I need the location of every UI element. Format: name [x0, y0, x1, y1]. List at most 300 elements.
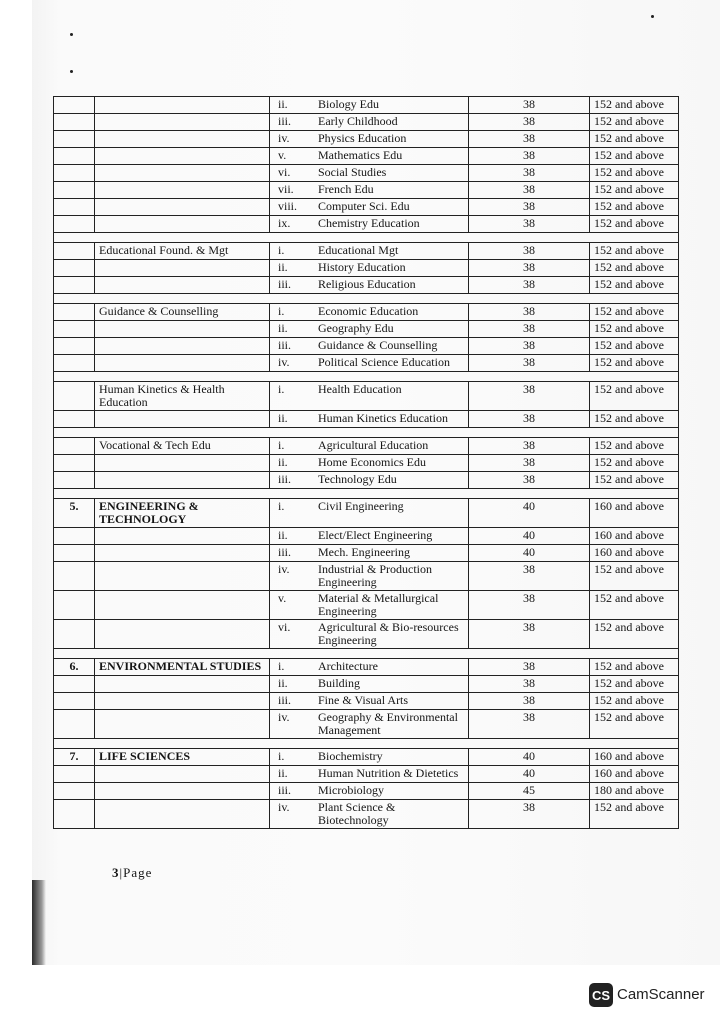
department-cell	[95, 131, 270, 148]
minimum-score-cell: 38	[469, 382, 590, 411]
course-entry	[274, 592, 464, 618]
course-name: Home Economics Edu	[318, 455, 426, 469]
course-cell	[270, 114, 469, 131]
table-row	[54, 114, 679, 131]
aggregate-score-cell: 152 and above	[590, 216, 679, 233]
department-cell	[95, 472, 270, 489]
course-name: Computer Sci. Edu	[318, 199, 410, 213]
course-name: Mathematics Edu	[318, 148, 403, 162]
course-entry	[274, 546, 464, 559]
course-name: Geography Edu	[318, 321, 394, 335]
course-name: Human Kinetics Education	[318, 411, 448, 425]
course-name: Biochemistry	[318, 749, 383, 763]
separator-cell	[54, 489, 679, 499]
course-roman-numeral: viii.	[278, 199, 298, 213]
course-entry	[274, 473, 464, 486]
course-entry	[274, 278, 464, 291]
aggregate-score-cell: 180 and above	[590, 783, 679, 800]
department-cell	[95, 591, 270, 620]
minimum-score-cell: 38	[469, 131, 590, 148]
faculty-number-cell: 6.	[54, 659, 95, 676]
table-row	[54, 620, 679, 649]
course-entry	[274, 439, 464, 452]
course-name: Guidance & Counselling	[318, 338, 438, 352]
faculty-number-cell	[54, 693, 95, 710]
course-name: Agricultural Education	[318, 438, 429, 452]
course-cell	[270, 165, 469, 182]
course-roman-numeral: ix.	[278, 216, 291, 230]
minimum-score-cell: 38	[469, 472, 590, 489]
table-row	[54, 499, 679, 528]
scan-speck	[70, 70, 73, 73]
faculty-number-cell: 7.	[54, 749, 95, 766]
course-name: Geography & Environmental Management	[318, 710, 458, 737]
minimum-score-cell: 38	[469, 216, 590, 233]
course-cell	[270, 216, 469, 233]
aggregate-score-cell: 152 and above	[590, 260, 679, 277]
separator-cell	[54, 739, 679, 749]
department-cell	[95, 693, 270, 710]
course-entry	[274, 115, 464, 128]
course-name: Industrial & Production Engineering	[318, 562, 432, 589]
department-cell: Vocational & Tech Edu	[95, 438, 270, 455]
course-cell	[270, 321, 469, 338]
course-entry	[274, 500, 464, 513]
course-roman-numeral: iii.	[278, 472, 292, 486]
department-cell	[95, 182, 270, 199]
department-cell	[95, 620, 270, 649]
minimum-score-cell: 38	[469, 304, 590, 321]
minimum-score-cell: 38	[469, 355, 590, 372]
faculty-number-cell	[54, 562, 95, 591]
course-cell	[270, 693, 469, 710]
department-cell	[95, 199, 270, 216]
group-separator-row	[54, 649, 679, 659]
course-roman-numeral: iv.	[278, 355, 290, 369]
faculty-number-cell: 5.	[54, 499, 95, 528]
course-roman-numeral: ii.	[278, 321, 288, 335]
faculty-number-cell	[54, 148, 95, 165]
table-row	[54, 528, 679, 545]
aggregate-score-cell: 152 and above	[590, 199, 679, 216]
table-row	[54, 355, 679, 372]
aggregate-score-cell: 152 and above	[590, 97, 679, 114]
minimum-score-cell: 38	[469, 338, 590, 355]
minimum-score-cell: 38	[469, 277, 590, 294]
department-cell	[95, 455, 270, 472]
course-roman-numeral: vi.	[278, 165, 291, 179]
faculty-number-cell	[54, 710, 95, 739]
group-separator-row	[54, 294, 679, 304]
course-roman-numeral: iii.	[278, 338, 292, 352]
faculty-number-cell	[54, 620, 95, 649]
course-cell	[270, 131, 469, 148]
aggregate-score-cell: 152 and above	[590, 243, 679, 260]
minimum-score-cell: 38	[469, 243, 590, 260]
course-name: Chemistry Education	[318, 216, 420, 230]
course-entry	[274, 621, 464, 647]
department-cell	[95, 114, 270, 131]
course-roman-numeral: ii.	[278, 260, 288, 274]
course-name: Elect/Elect Engineering	[318, 528, 433, 542]
department-cell	[95, 800, 270, 829]
course-roman-numeral: i.	[278, 749, 285, 763]
minimum-score-cell: 38	[469, 199, 590, 216]
aggregate-score-cell: 152 and above	[590, 277, 679, 294]
course-roman-numeral: iii.	[278, 114, 292, 128]
course-roman-numeral: vii.	[278, 182, 294, 196]
aggregate-score-cell: 152 and above	[590, 591, 679, 620]
course-cell	[270, 277, 469, 294]
course-name: Biology Edu	[318, 97, 380, 111]
course-name: Material & Metallurgical Engineering	[318, 591, 439, 618]
course-cell	[270, 591, 469, 620]
department-cell	[95, 321, 270, 338]
table-row	[54, 321, 679, 338]
department-cell: Human Kinetics & Health Education	[95, 382, 270, 411]
department-cell	[95, 216, 270, 233]
faculty-number-cell	[54, 800, 95, 829]
course-cell	[270, 243, 469, 260]
course-name: Architecture	[318, 659, 378, 673]
aggregate-score-cell: 152 and above	[590, 693, 679, 710]
course-roman-numeral: iii.	[278, 783, 292, 797]
course-name: Microbiology	[318, 783, 384, 797]
faculty-number-cell	[54, 438, 95, 455]
aggregate-score-cell: 152 and above	[590, 148, 679, 165]
course-cell	[270, 562, 469, 591]
table-row	[54, 783, 679, 800]
table-row	[54, 338, 679, 355]
separator-cell	[54, 233, 679, 243]
scan-speck	[651, 15, 654, 18]
course-entry	[274, 711, 464, 737]
course-cell	[270, 355, 469, 372]
course-roman-numeral: vi.	[278, 620, 291, 634]
group-separator-row	[54, 372, 679, 382]
course-entry	[274, 339, 464, 352]
course-entry	[274, 784, 464, 797]
course-roman-numeral: i.	[278, 382, 285, 396]
course-roman-numeral: iv.	[278, 800, 290, 814]
faculty-number-cell	[54, 382, 95, 411]
department-cell	[95, 676, 270, 693]
minimum-score-cell: 38	[469, 693, 590, 710]
course-entry	[274, 98, 464, 111]
course-roman-numeral: ii.	[278, 455, 288, 469]
table-row	[54, 472, 679, 489]
course-name: Mech. Engineering	[318, 545, 410, 559]
course-cell	[270, 338, 469, 355]
faculty-number-cell	[54, 216, 95, 233]
minimum-score-cell: 38	[469, 676, 590, 693]
table-row	[54, 710, 679, 739]
faculty-number-cell	[54, 277, 95, 294]
course-entry	[274, 305, 464, 318]
faculty-number-cell	[54, 528, 95, 545]
table-row	[54, 216, 679, 233]
course-roman-numeral: v.	[278, 148, 287, 162]
minimum-score-cell: 40	[469, 766, 590, 783]
minimum-score-cell: 38	[469, 182, 590, 199]
faculty-number-cell	[54, 355, 95, 372]
department-cell: LIFE SCIENCES	[95, 749, 270, 766]
course-roman-numeral: iv.	[278, 131, 290, 145]
minimum-score-cell: 38	[469, 438, 590, 455]
table-row	[54, 260, 679, 277]
course-cell	[270, 182, 469, 199]
minimum-score-cell: 38	[469, 800, 590, 829]
page-footer	[112, 865, 152, 881]
separator-cell	[54, 372, 679, 382]
course-entry	[274, 200, 464, 213]
minimum-score-cell: 38	[469, 411, 590, 428]
course-cell	[270, 676, 469, 693]
faculty-number-cell	[54, 545, 95, 562]
minimum-score-cell: 40	[469, 545, 590, 562]
course-roman-numeral: ii.	[278, 528, 288, 542]
aggregate-score-cell: 152 and above	[590, 355, 679, 372]
department-cell: ENGINEERING & TECHNOLOGY	[95, 499, 270, 528]
minimum-score-cell: 38	[469, 114, 590, 131]
course-roman-numeral: iii.	[278, 277, 292, 291]
course-cell	[270, 766, 469, 783]
department-cell	[95, 260, 270, 277]
admission-requirements-table	[53, 96, 679, 829]
course-entry	[274, 529, 464, 542]
aggregate-score-cell: 152 and above	[590, 321, 679, 338]
course-roman-numeral: iii.	[278, 545, 292, 559]
department-cell	[95, 545, 270, 562]
course-name: French Edu	[318, 182, 374, 196]
course-cell	[270, 783, 469, 800]
course-entry	[274, 677, 464, 690]
faculty-number-cell	[54, 676, 95, 693]
course-roman-numeral: ii.	[278, 97, 288, 111]
faculty-number-cell	[54, 114, 95, 131]
minimum-score-cell: 38	[469, 148, 590, 165]
aggregate-score-cell: 152 and above	[590, 710, 679, 739]
course-roman-numeral: i.	[278, 304, 285, 318]
course-entry	[274, 244, 464, 257]
aggregate-score-cell: 152 and above	[590, 800, 679, 829]
faculty-number-cell	[54, 260, 95, 277]
department-cell	[95, 411, 270, 428]
aggregate-score-cell: 160 and above	[590, 766, 679, 783]
course-entry	[274, 660, 464, 673]
table-row	[54, 97, 679, 114]
aggregate-score-cell: 152 and above	[590, 620, 679, 649]
page-separator: |	[119, 865, 124, 880]
table-row	[54, 277, 679, 294]
department-cell	[95, 338, 270, 355]
camscanner-watermark: CamScanner	[617, 986, 705, 1003]
course-name: Health Education	[318, 382, 402, 396]
faculty-number-cell	[54, 97, 95, 114]
minimum-score-cell: 38	[469, 321, 590, 338]
course-entry	[274, 149, 464, 162]
aggregate-score-cell: 160 and above	[590, 528, 679, 545]
aggregate-score-cell: 152 and above	[590, 676, 679, 693]
table-row	[54, 131, 679, 148]
minimum-score-cell: 40	[469, 749, 590, 766]
table-row	[54, 693, 679, 710]
aggregate-score-cell: 152 and above	[590, 382, 679, 411]
course-entry	[274, 412, 464, 425]
department-cell	[95, 165, 270, 182]
course-cell	[270, 382, 469, 411]
faculty-number-cell	[54, 199, 95, 216]
course-entry	[274, 694, 464, 707]
separator-cell	[54, 294, 679, 304]
faculty-number-cell	[54, 591, 95, 620]
course-cell	[270, 528, 469, 545]
table-row	[54, 749, 679, 766]
course-cell	[270, 455, 469, 472]
faculty-number-cell	[54, 766, 95, 783]
faculty-number-cell	[54, 472, 95, 489]
table-row	[54, 199, 679, 216]
table-row	[54, 545, 679, 562]
faculty-number-cell	[54, 243, 95, 260]
course-entry	[274, 767, 464, 780]
faculty-number-cell	[54, 321, 95, 338]
table-row	[54, 766, 679, 783]
minimum-score-cell: 38	[469, 165, 590, 182]
minimum-score-cell: 40	[469, 528, 590, 545]
course-name: Early Childhood	[318, 114, 398, 128]
group-separator-row	[54, 739, 679, 749]
course-entry	[274, 132, 464, 145]
department-cell	[95, 766, 270, 783]
course-cell	[270, 148, 469, 165]
course-name: Human Nutrition & Dietetics	[318, 766, 459, 780]
department-cell: ENVIRONMENTAL STUDIES	[95, 659, 270, 676]
course-entry	[274, 166, 464, 179]
course-entry	[274, 356, 464, 369]
aggregate-score-cell: 160 and above	[590, 545, 679, 562]
aggregate-score-cell: 152 and above	[590, 438, 679, 455]
department-cell	[95, 783, 270, 800]
course-cell	[270, 800, 469, 829]
course-cell	[270, 545, 469, 562]
aggregate-score-cell: 152 and above	[590, 304, 679, 321]
course-roman-numeral: ii.	[278, 411, 288, 425]
course-name: Physics Education	[318, 131, 407, 145]
minimum-score-cell: 40	[469, 499, 590, 528]
course-roman-numeral: i.	[278, 659, 285, 673]
aggregate-score-cell: 160 and above	[590, 749, 679, 766]
course-roman-numeral: ii.	[278, 766, 288, 780]
course-cell	[270, 199, 469, 216]
minimum-score-cell: 38	[469, 620, 590, 649]
course-cell	[270, 499, 469, 528]
faculty-number-cell	[54, 131, 95, 148]
course-name: Technology Edu	[318, 472, 397, 486]
course-roman-numeral: i.	[278, 499, 285, 513]
aggregate-score-cell: 152 and above	[590, 165, 679, 182]
group-separator-row	[54, 428, 679, 438]
course-entry	[274, 750, 464, 763]
table-row	[54, 165, 679, 182]
course-roman-numeral: i.	[278, 438, 285, 452]
course-cell	[270, 620, 469, 649]
faculty-number-cell	[54, 783, 95, 800]
course-roman-numeral: v.	[278, 591, 287, 605]
course-cell	[270, 97, 469, 114]
course-name: Social Studies	[318, 165, 387, 179]
course-entry	[274, 383, 464, 396]
aggregate-score-cell: 160 and above	[590, 499, 679, 528]
separator-cell	[54, 649, 679, 659]
table-row	[54, 562, 679, 591]
camscanner-logo-text: CS	[591, 987, 611, 1003]
minimum-score-cell: 38	[469, 591, 590, 620]
course-name: Fine & Visual Arts	[318, 693, 409, 707]
department-cell: Guidance & Counselling	[95, 304, 270, 321]
faculty-number-cell	[54, 411, 95, 428]
camscanner-logo	[589, 983, 613, 1007]
course-name: Religious Education	[318, 277, 416, 291]
course-entry	[274, 217, 464, 230]
table-row	[54, 659, 679, 676]
table-row	[54, 800, 679, 829]
faculty-number-cell	[54, 338, 95, 355]
course-name: Building	[318, 676, 361, 690]
minimum-score-cell: 45	[469, 783, 590, 800]
department-cell	[95, 355, 270, 372]
course-roman-numeral: iv.	[278, 562, 290, 576]
course-name: History Education	[318, 260, 406, 274]
course-cell	[270, 411, 469, 428]
table-row	[54, 382, 679, 411]
minimum-score-cell: 38	[469, 97, 590, 114]
course-name: Plant Science & Biotechnology	[318, 800, 396, 827]
aggregate-score-cell: 152 and above	[590, 338, 679, 355]
course-cell	[270, 304, 469, 321]
table-row	[54, 304, 679, 321]
course-cell	[270, 438, 469, 455]
course-cell	[270, 260, 469, 277]
page-label: Page	[123, 865, 153, 880]
course-entry	[274, 563, 464, 589]
department-cell	[95, 710, 270, 739]
department-cell	[95, 148, 270, 165]
course-name: Educational Mgt	[318, 243, 399, 257]
faculty-number-cell	[54, 455, 95, 472]
aggregate-score-cell: 152 and above	[590, 659, 679, 676]
separator-cell	[54, 428, 679, 438]
course-roman-numeral: iv.	[278, 710, 290, 724]
aggregate-score-cell: 152 and above	[590, 114, 679, 131]
aggregate-score-cell: 152 and above	[590, 131, 679, 148]
course-roman-numeral: ii.	[278, 676, 288, 690]
table-row	[54, 591, 679, 620]
course-cell	[270, 659, 469, 676]
aggregate-score-cell: 152 and above	[590, 411, 679, 428]
course-cell	[270, 472, 469, 489]
minimum-score-cell: 38	[469, 659, 590, 676]
course-roman-numeral: iii.	[278, 693, 292, 707]
course-entry	[274, 322, 464, 335]
table-row	[54, 182, 679, 199]
department-cell	[95, 277, 270, 294]
course-name: Political Science Education	[318, 355, 450, 369]
minimum-score-cell: 38	[469, 710, 590, 739]
minimum-score-cell: 38	[469, 455, 590, 472]
course-roman-numeral: i.	[278, 243, 285, 257]
table-row	[54, 455, 679, 472]
